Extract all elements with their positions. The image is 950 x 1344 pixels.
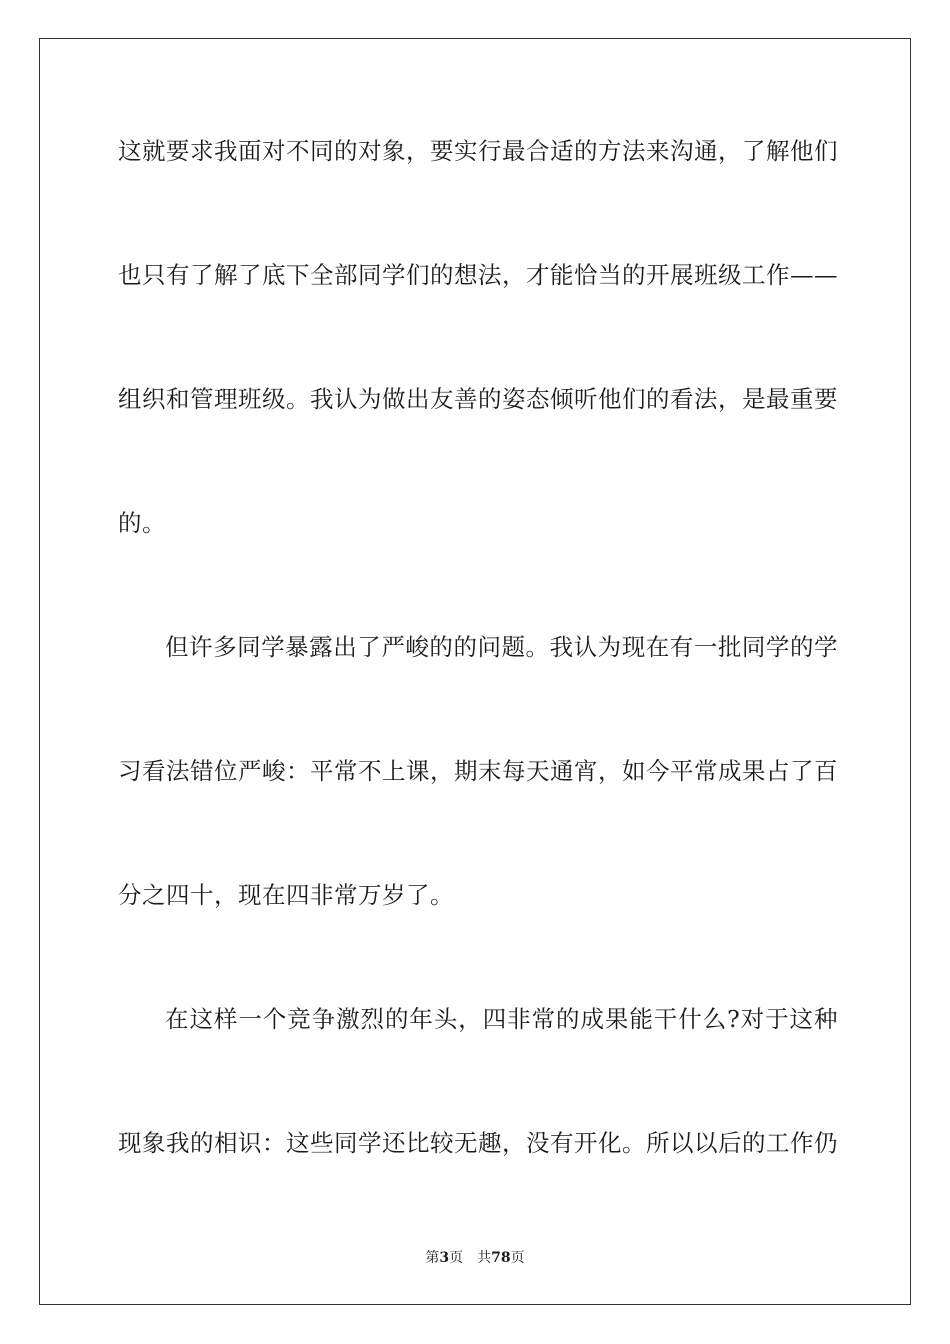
page-footer [0, 1249, 950, 1267]
total-prefix: 共 [477, 1250, 492, 1266]
paragraph-line: 的。 [118, 509, 166, 537]
paragraph-line: 也只有了解了底下全部同学们的想法，才能恰当的开展班级工作—— [118, 261, 838, 289]
paragraph-line: 分之四十，现在四非常万岁了。 [118, 881, 454, 909]
paragraph-line: 现象我的相识：这些同学还比较无趣，没有开化。所以以后的工作仍 [118, 1129, 838, 1157]
total-pages: 78 [491, 1250, 511, 1266]
page-suffix: 页 [449, 1250, 464, 1266]
paragraph-line: 组织和管理班级。我认为做出友善的姿态倾听他们的看法，是最重要 [118, 385, 838, 413]
total-suffix: 页 [510, 1250, 525, 1266]
page-number: 3 [439, 1250, 450, 1266]
page-prefix: 第 [425, 1250, 440, 1266]
paragraph-line: 习看法错位严峻：平常不上课，期末每天通宵，如今平常成果占了百 [118, 757, 838, 785]
paragraph-line: 但许多同学暴露出了严峻的的问题。我认为现在有一批同学的学 [165, 633, 838, 661]
paragraph-line: 在这样一个竞争激烈的年头，四非常的成果能干什么?对于这种 [165, 1005, 838, 1033]
page-border [39, 38, 911, 1305]
paragraph-line: 这就要求我面对不同的对象，要实行最合适的方法来沟通，了解他们 [118, 137, 838, 165]
